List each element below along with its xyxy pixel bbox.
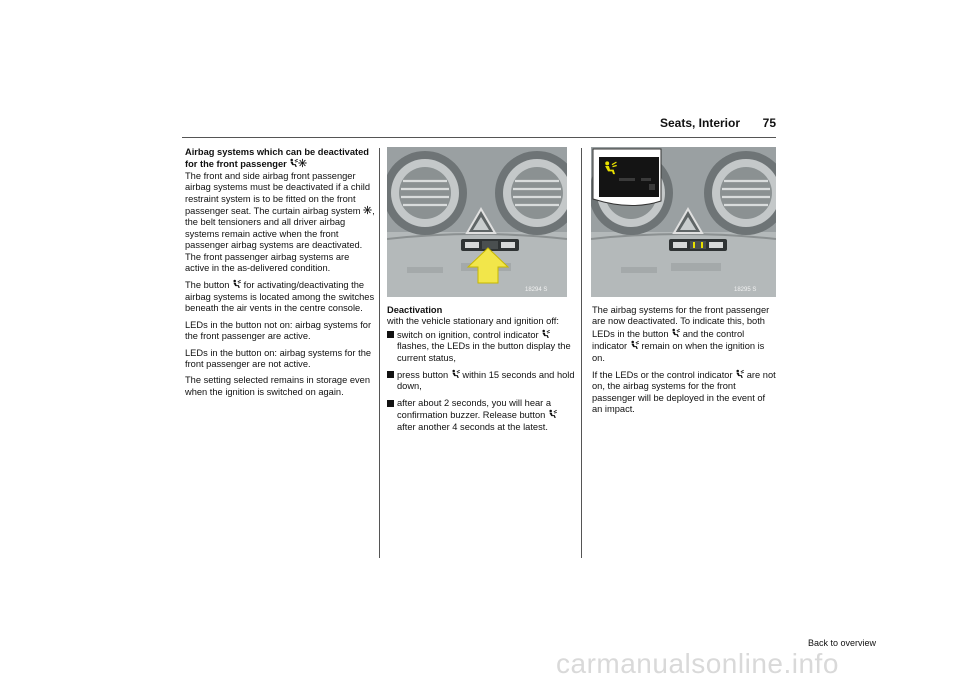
paragraph-storage: The setting selected remains in storage even when the ignition is switched on again. <box>185 375 371 397</box>
curtain-airbag-icon <box>363 205 372 215</box>
paragraph-leds-off: LEDs in the button not on: airbag systems for the front passenger are active. <box>185 319 372 342</box>
curtain-airbag-icon <box>298 158 307 168</box>
column-divider-right <box>581 148 582 558</box>
paragraph-button-location: The button for activating/deactivating the airbag systems is located among the switches beneath the air vents in the centre console. <box>185 280 375 314</box>
figure-number: 18294 S <box>525 287 548 293</box>
column-divider-left <box>379 148 380 558</box>
passenger-airbag-icon <box>451 369 460 379</box>
page-number: 75 <box>762 116 776 130</box>
list-item: press button within 15 seconds and hold down, <box>387 369 577 393</box>
page-header <box>630 116 776 134</box>
header-rule <box>182 137 776 138</box>
section-title: Seats, Interior <box>659 116 740 130</box>
passenger-airbag-icon <box>671 328 680 338</box>
paragraph-deploy: If the LEDs or the control indicator are not on, the airbag systems for the front passenger will be deployed in the event of an impact. <box>592 370 776 415</box>
back-to-overview-link[interactable]: Back to overview <box>808 638 877 648</box>
passenger-airbag-icon <box>541 329 550 339</box>
passenger-airbag-icon <box>289 158 298 168</box>
left-column <box>185 147 375 403</box>
passenger-airbag-icon <box>232 279 241 289</box>
deactivation-steps <box>387 329 577 433</box>
passenger-airbag-icon <box>630 340 639 350</box>
list-item: switch on ignition, control indicator flashes, the LEDs in the button display the current status, <box>387 329 577 364</box>
console-photo-indicator <box>591 147 776 297</box>
right-column <box>592 305 776 421</box>
deactivation-heading: Deactivation <box>387 305 443 315</box>
paragraph-leds-on: LEDs in the button on: airbag systems for the front passenger are not active. <box>185 347 372 369</box>
watermark: carmanualsonline.info <box>556 648 839 679</box>
console-photo-button <box>387 147 567 297</box>
passenger-airbag-icon <box>548 409 557 419</box>
deactivation-intro: with the vehicle stationary and ignition off: <box>387 316 559 327</box>
figure-number: 18295 S <box>734 287 757 293</box>
paragraph-intro: The front and side airbag front passenger airbag systems must be deactivated if a child restraint system is to be fitted on the front passenger seat. The curtain airbag system , the belt tensioners and all driver airbag systems remain active when the front passenger airbag systems are deactivated. The front passenger airbag systems are active in the as-delivered condition. <box>185 170 375 274</box>
middle-column <box>387 305 577 438</box>
paragraph-deactivated: The airbag systems for the front passenger are now deactivated. To indicate this, both LEDs in the button and the control indicator remain on when the ignition is on. <box>592 305 770 363</box>
list-item: after about 2 seconds, you will hear a confirmation buzzer. Release button after another 4 seconds at the latest. <box>387 398 577 433</box>
passenger-airbag-icon <box>735 369 744 379</box>
section-heading: Airbag systems which can be deactivated for the front passenger <box>185 147 369 170</box>
